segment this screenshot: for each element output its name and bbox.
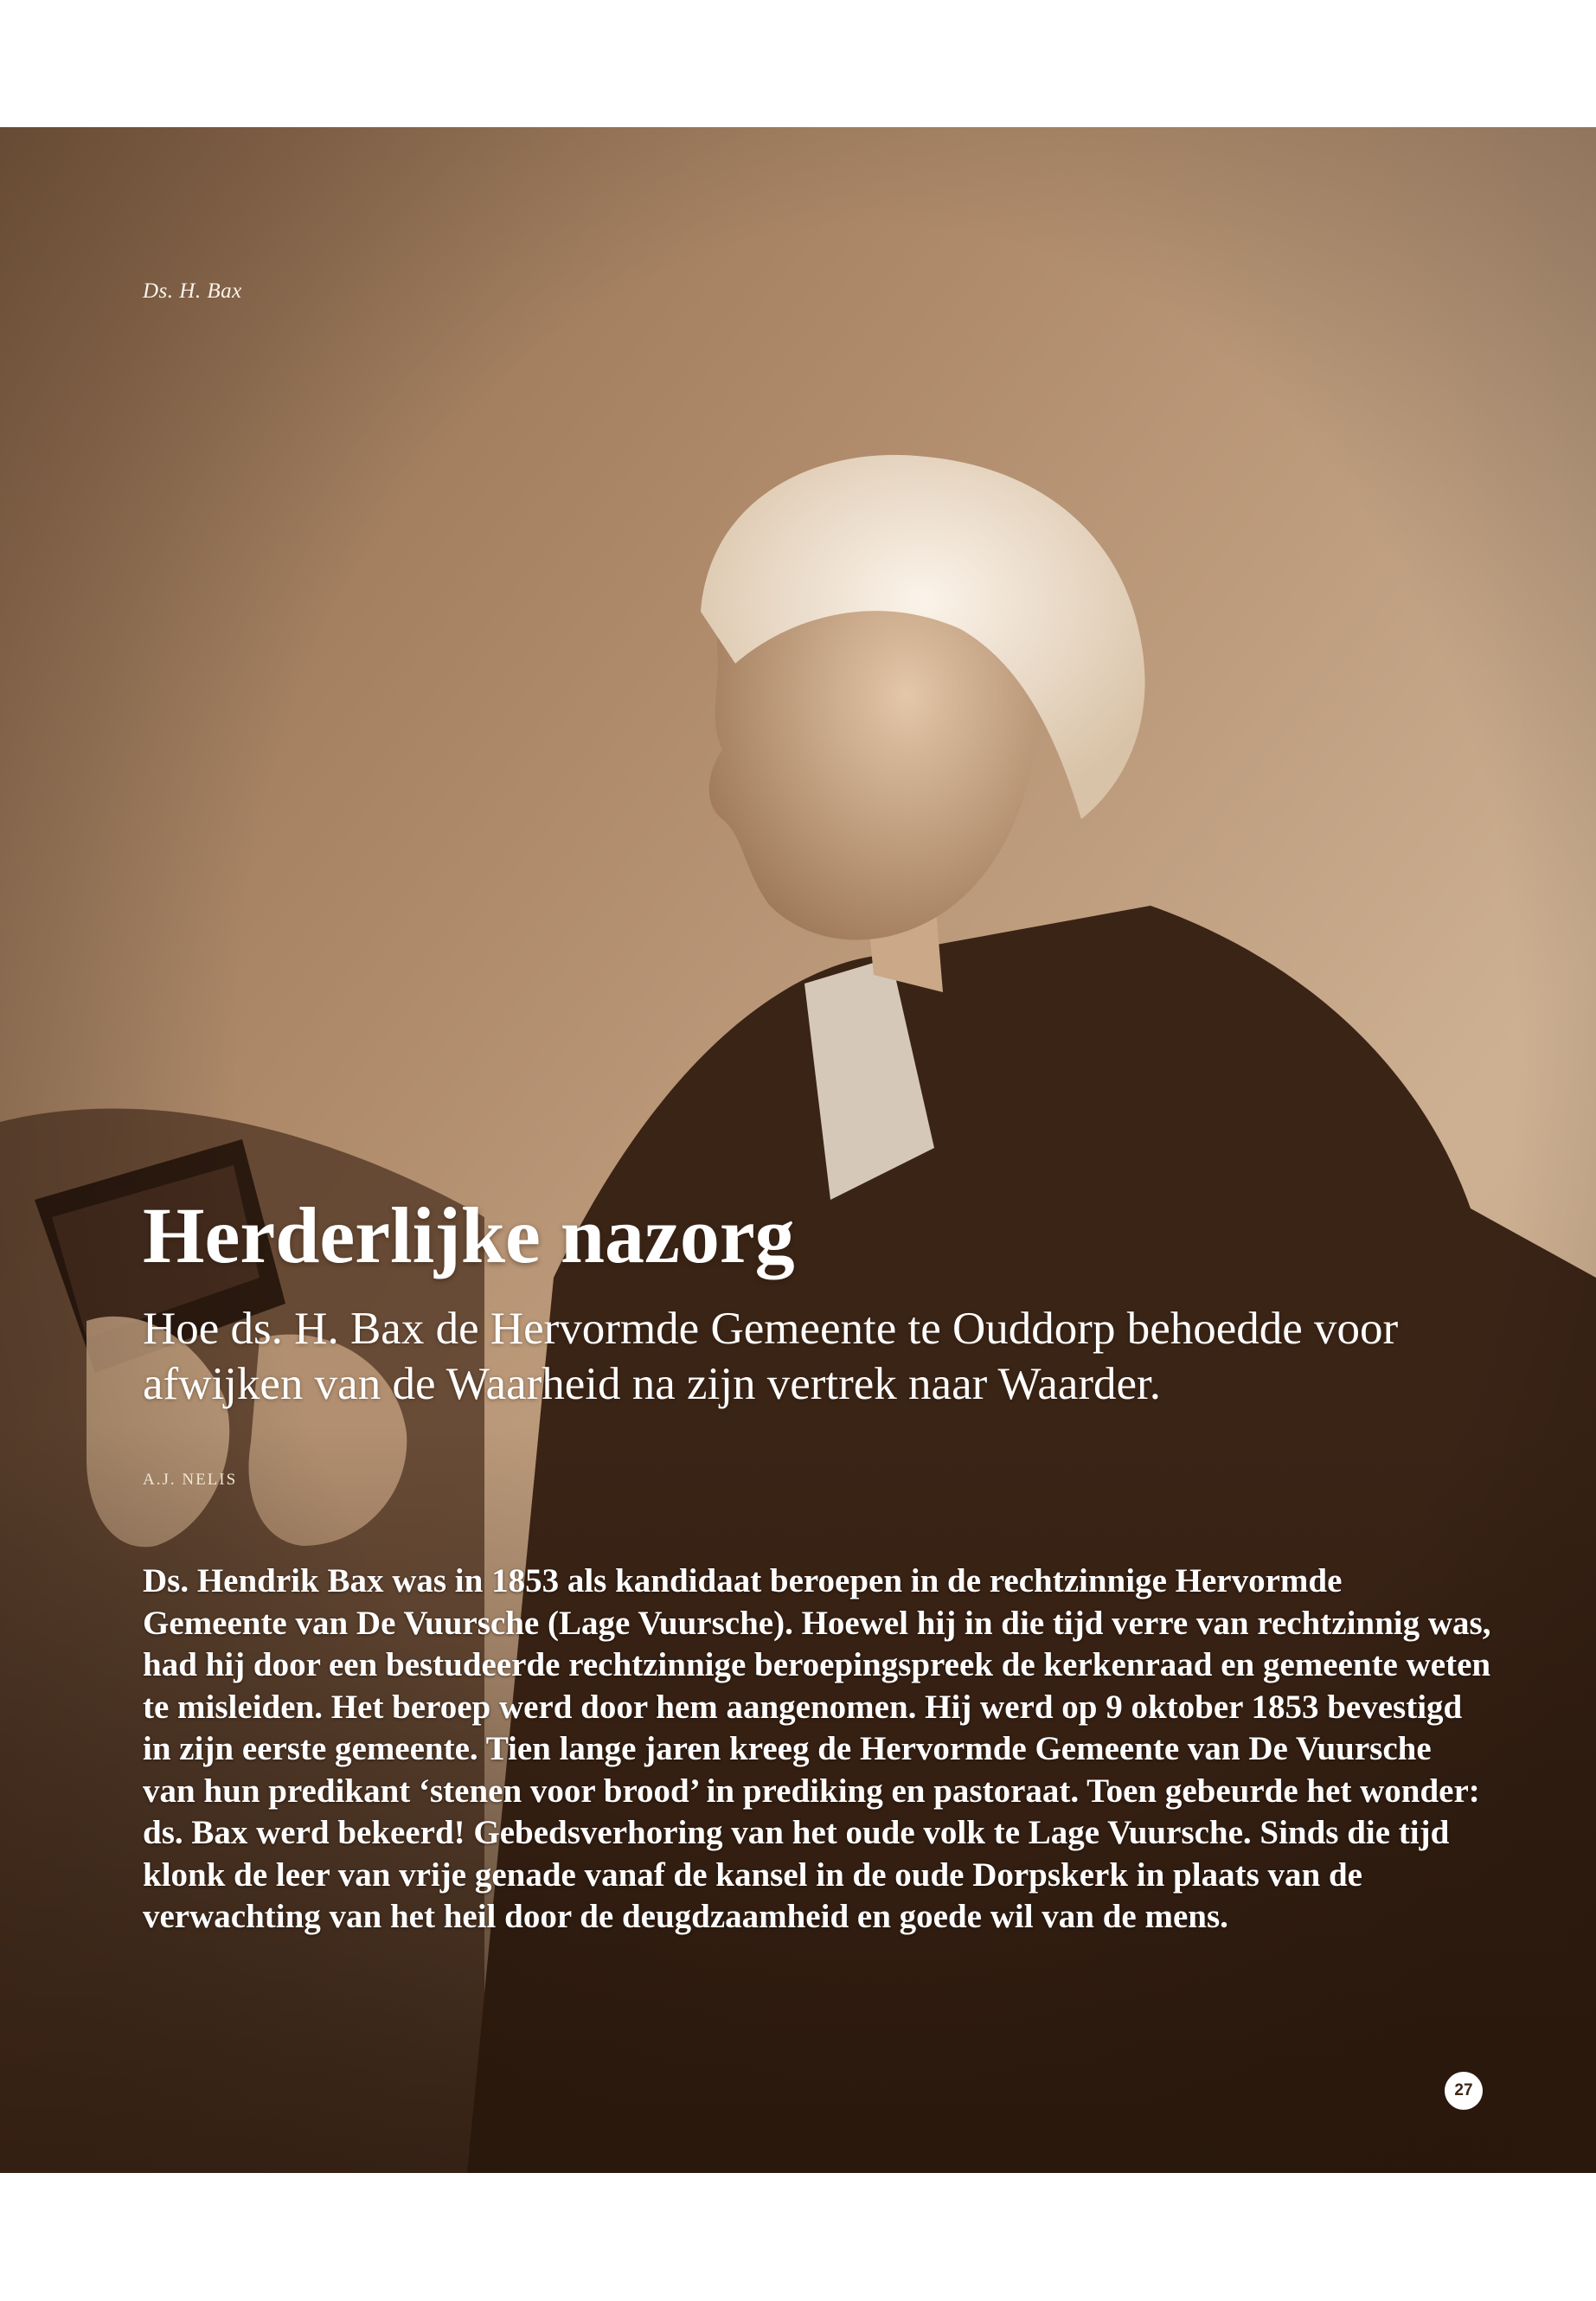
article-author: A.J. NELIS [143,1471,238,1489]
article-title: Herderlijke nazorg [143,1191,795,1279]
photo-caption: Ds. H. Bax [143,279,242,303]
article-intro: Ds. Hendrik Bax was in 1853 als kandidaat beroepen in de rechtzinnige Hervormde Gemeente van De Vuursche (Lage Vuursche). Hoewel hij in die tijd verre van rechtzinnig was, had hij door een bestudeerde rechtzinnige beroepingspreek de kerkenraad en gemeente weten te misleiden. Het beroep werd door hem aangenomen. Hij werd op 9 oktober 1853 bevestigd in zijn eerste gemeente. Tien lange jaren kreeg de Hervormde Gemeente van De Vuursche van hun predikant ‘stenen voor brood’ in prediking en pastoraat. Toen gebeurde het wonder: ds. Bax werd bekeerd! Gebedsverhoring van het oude volk te Lage Vuursche. Sinds die tijd klonk de leer van vrije genade vanaf de kansel in de oude Dorpskerk in plaats van de verwachting van het heil door de deugdzaamheid en goede wil van de mens. [143,1562,1491,1935]
page-number-badge: 27 [1445,2072,1483,2110]
article-subtitle: Hoe ds. H. Bax de Hervormde Gemeente te Ouddorp behoedde voor afwijken van de Waarheid na zijn vertrek naar Waarder. [143,1304,1399,1409]
